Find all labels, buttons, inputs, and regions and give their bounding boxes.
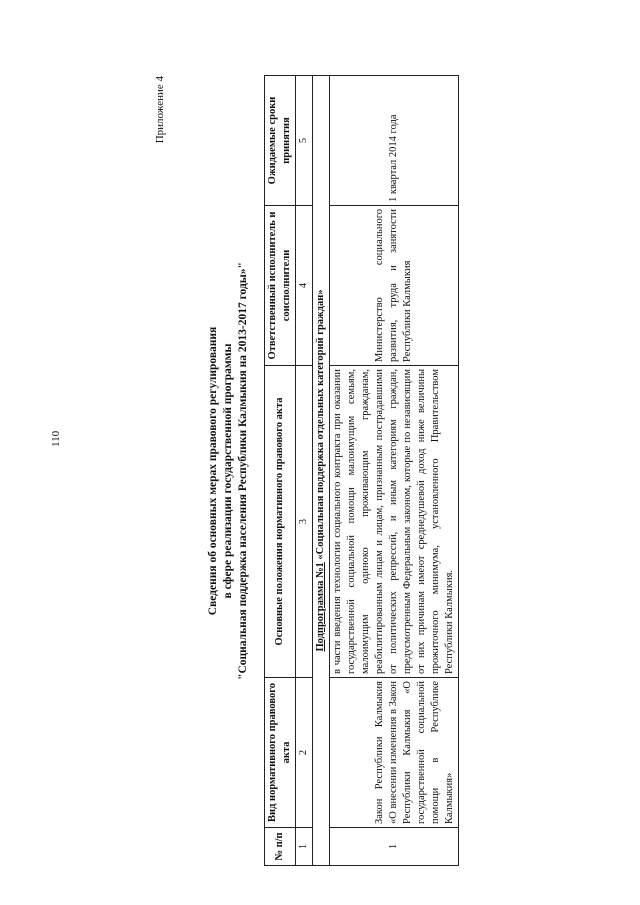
row-act-type: Закон Республики Калмыкия «О внесении изменения в Закон Республики Калмыкия «О государственной социальной помощи в Республике Калмыкия» — [330, 678, 459, 828]
page-number: 110 — [50, 430, 62, 447]
row-provisions: в части введения технологии социального контракта при оказании государственной социальной помощи малоимущим семьям, малоимущим одиноко проживающим гражданам, реабилитированным лицам и лицам, признанным пострадавшими от политических репрессий, и иным категориям граждан, предусмотренным Федеральным законом, которые по независящим от них причинам имеют среднедушевой доход ниже величины прожиточного минимума, установленного Правительством Республики Калмыкия. — [330, 366, 459, 678]
subprogram-name: «Социальная поддержка отдельных категорий граждан» — [315, 289, 326, 560]
measures-table — [264, 75, 459, 866]
title-line-1: Сведения об основных мерах правового регулирования — [207, 326, 219, 616]
header-provisions: Основные положения нормативного правового акта — [265, 366, 296, 678]
row-number: 1 — [330, 828, 459, 866]
document-title — [206, 76, 251, 866]
column-number: 4 — [296, 206, 313, 366]
header-executor: Ответственный исполнитель и соисполнители — [265, 206, 296, 366]
subprogram-prefix: Подпрограмма №1 — [315, 562, 326, 652]
column-number: 1 — [296, 828, 313, 866]
subprogram-row — [313, 76, 330, 866]
column-number: 2 — [296, 678, 313, 828]
title-line-3: "Социальная поддержка населения Республики Калмыкия на 2013-2017 годы»" — [237, 262, 249, 680]
table-row — [330, 76, 459, 866]
header-deadline: Ожидаемые сроки принятия — [265, 76, 296, 206]
column-number: 5 — [296, 76, 313, 206]
column-number: 3 — [296, 366, 313, 678]
subprogram-title — [313, 76, 330, 866]
header-act-type: Вид нормативного правового акта — [265, 678, 296, 828]
appendix-label: Приложение 4 — [154, 76, 166, 144]
column-number-row — [296, 76, 313, 866]
header-number: № п/п — [265, 828, 296, 866]
rotated-document-content — [154, 76, 484, 866]
row-deadline: 1 квартал 2014 года — [330, 76, 459, 206]
row-executor: Министерство социального развития, труда и занятости Республики Калмыкия — [330, 206, 459, 366]
title-line-2: в сфере реализации государственной программы — [222, 343, 234, 599]
table-header-row — [265, 76, 296, 866]
